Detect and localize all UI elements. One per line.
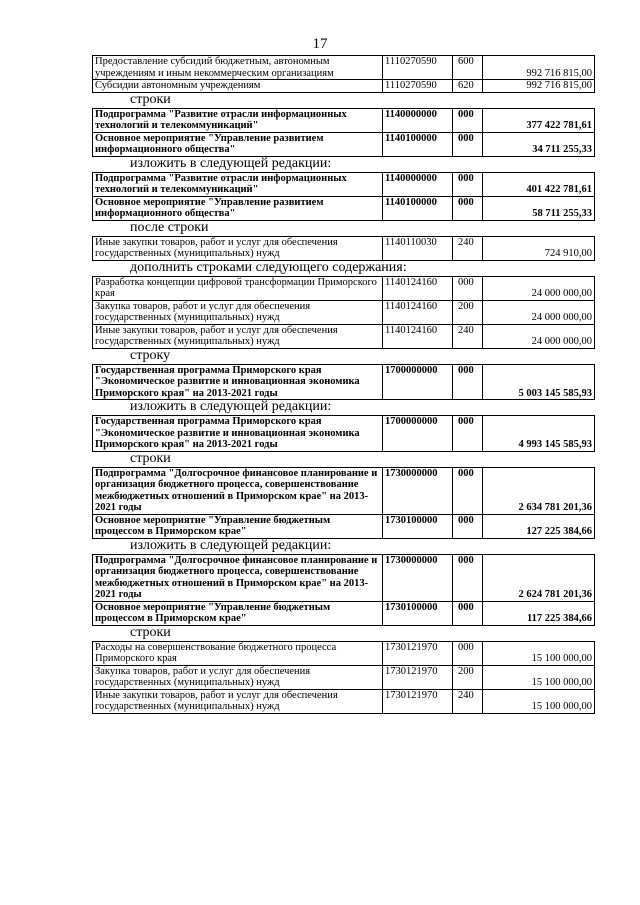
row-amount: 34 711 255,33 bbox=[483, 132, 595, 156]
table-row bbox=[93, 689, 595, 713]
row-expense-type: 000 bbox=[453, 641, 483, 665]
table-row bbox=[93, 514, 595, 538]
table-row bbox=[93, 132, 595, 156]
row-code: 1700000000 bbox=[383, 364, 453, 400]
row-amount: 24 000 000,00 bbox=[483, 276, 595, 300]
row-amount: 15 100 000,00 bbox=[483, 665, 595, 689]
row-expense-type: 000 bbox=[453, 467, 483, 514]
row-amount: 5 003 145 585,93 bbox=[483, 364, 595, 400]
row-name: Предоставление субсидий бюджетным, автономным учреждениям и иным некоммерческим организациям bbox=[93, 56, 383, 80]
row-expense-type: 240 bbox=[453, 324, 483, 348]
row-expense-type: 240 bbox=[453, 689, 483, 713]
row-amount: 724 910,00 bbox=[483, 236, 595, 260]
table-row bbox=[93, 196, 595, 220]
row-expense-type: 240 bbox=[453, 236, 483, 260]
row-expense-type: 200 bbox=[453, 665, 483, 689]
row-code: 1700000000 bbox=[383, 416, 453, 452]
row-code: 1110270590 bbox=[383, 56, 453, 80]
row-amount: 401 422 781,61 bbox=[483, 172, 595, 196]
row-name: Субсидии автономным учреждениям bbox=[93, 80, 383, 93]
row-amount: 992 716 815,00 bbox=[483, 80, 595, 93]
row-name: Иные закупки товаров, работ и услуг для обеспечения государственных (муниципальных) нужд bbox=[93, 689, 383, 713]
row-code: 1730100000 bbox=[383, 601, 453, 625]
amendment-instruction: изложить в следующей редакции: bbox=[130, 155, 332, 171]
budget-table bbox=[92, 415, 595, 452]
row-code: 1730000000 bbox=[383, 467, 453, 514]
row-expense-type: 000 bbox=[453, 364, 483, 400]
row-name: Иные закупки товаров, работ и услуг для обеспечения государственных (муниципальных) нужд bbox=[93, 324, 383, 348]
amendment-instruction: строку bbox=[130, 347, 171, 363]
row-expense-type: 620 bbox=[453, 80, 483, 93]
table-row bbox=[93, 665, 595, 689]
row-amount: 4 993 145 585,93 bbox=[483, 416, 595, 452]
row-code: 1110270590 bbox=[383, 80, 453, 93]
row-code: 1730000000 bbox=[383, 554, 453, 601]
row-name: Иные закупки товаров, работ и услуг для обеспечения государственных (муниципальных) нужд bbox=[93, 236, 383, 260]
amendment-instruction: строки bbox=[130, 624, 171, 640]
row-expense-type: 000 bbox=[453, 172, 483, 196]
amendment-instruction: изложить в следующей редакции: bbox=[130, 537, 332, 553]
row-name: Основное мероприятие "Управление бюджетным процессом в Приморском крае" bbox=[93, 601, 383, 625]
amendment-instruction: дополнить строками следующего содержания: bbox=[130, 259, 407, 275]
row-code: 1140124160 bbox=[383, 276, 453, 300]
row-name: Государственная программа Приморского края "Экономическое развитие и инновационная экономика Приморского края" на 2013-2021 годы bbox=[93, 416, 383, 452]
row-amount: 24 000 000,00 bbox=[483, 324, 595, 348]
budget-table bbox=[92, 554, 595, 626]
row-code: 1140100000 bbox=[383, 196, 453, 220]
row-name: Подпрограмма "Развитие отрасли информационных технологий и телекоммуникаций" bbox=[93, 172, 383, 196]
row-amount: 992 716 815,00 bbox=[483, 56, 595, 80]
table-row bbox=[93, 108, 595, 132]
row-amount: 58 711 255,33 bbox=[483, 196, 595, 220]
table-row bbox=[93, 56, 595, 80]
row-name: Закупка товаров, работ и услуг для обеспечения государственных (муниципальных) нужд bbox=[93, 300, 383, 324]
row-name: Основное мероприятие "Управление бюджетным процессом в Приморском крае" bbox=[93, 514, 383, 538]
table-row bbox=[93, 300, 595, 324]
row-expense-type: 000 bbox=[453, 196, 483, 220]
table-row bbox=[93, 324, 595, 348]
table-row bbox=[93, 601, 595, 625]
row-amount: 15 100 000,00 bbox=[483, 689, 595, 713]
budget-table bbox=[92, 172, 595, 221]
row-code: 1140100000 bbox=[383, 132, 453, 156]
row-name: Основное мероприятие "Управление развитием информационного общества" bbox=[93, 132, 383, 156]
row-code: 1730100000 bbox=[383, 514, 453, 538]
budget-table bbox=[92, 236, 595, 261]
row-expense-type: 000 bbox=[453, 108, 483, 132]
budget-table bbox=[92, 55, 595, 93]
row-code: 1140000000 bbox=[383, 108, 453, 132]
budget-table bbox=[92, 276, 595, 349]
budget-table bbox=[92, 641, 595, 714]
row-name: Государственная программа Приморского края "Экономическое развитие и инновационная экономика Приморского края" на 2013-2021 годы bbox=[93, 364, 383, 400]
row-code: 1140124160 bbox=[383, 324, 453, 348]
row-expense-type: 000 bbox=[453, 554, 483, 601]
row-amount: 24 000 000,00 bbox=[483, 300, 595, 324]
row-code: 1730121970 bbox=[383, 689, 453, 713]
row-name: Подпрограмма "Долгосрочное финансовое планирование и организация бюджетного процесса, совершенствование межбюджетных отношений в Приморском крае" на 2013-2021 годы bbox=[93, 554, 383, 601]
table-row bbox=[93, 236, 595, 260]
table-row bbox=[93, 172, 595, 196]
amendment-instruction: после строки bbox=[130, 219, 209, 235]
row-amount: 127 225 384,66 bbox=[483, 514, 595, 538]
amendment-instruction: изложить в следующей редакции: bbox=[130, 399, 332, 414]
table-row bbox=[93, 641, 595, 665]
row-name: Разработка концепции цифровой трансформации Приморского края bbox=[93, 276, 383, 300]
row-expense-type: 000 bbox=[453, 514, 483, 538]
row-code: 1730121970 bbox=[383, 665, 453, 689]
budget-table bbox=[92, 467, 595, 539]
row-name: Расходы на совершенствование бюджетного процесса Приморского края bbox=[93, 641, 383, 665]
row-amount: 2 624 781 201,36 bbox=[483, 554, 595, 601]
row-name: Подпрограмма "Развитие отрасли информационных технологий и телекоммуникаций" bbox=[93, 108, 383, 132]
row-name: Подпрограмма "Долгосрочное финансовое планирование и организация бюджетного процесса, совершенствование межбюджетных отношений в Приморском крае" на 2013-2021 годы bbox=[93, 467, 383, 514]
row-code: 1140124160 bbox=[383, 300, 453, 324]
amendment-instruction: строки bbox=[130, 91, 171, 107]
row-code: 1730121970 bbox=[383, 641, 453, 665]
table-row bbox=[93, 467, 595, 514]
row-expense-type: 000 bbox=[453, 132, 483, 156]
table-row bbox=[93, 554, 595, 601]
table-row bbox=[93, 80, 595, 93]
amendment-instruction: строки bbox=[130, 450, 171, 466]
row-expense-type: 200 bbox=[453, 300, 483, 324]
row-expense-type: 600 bbox=[453, 56, 483, 80]
row-expense-type: 000 bbox=[453, 276, 483, 300]
row-code: 1140000000 bbox=[383, 172, 453, 196]
row-name: Закупка товаров, работ и услуг для обеспечения государственных (муниципальных) нужд bbox=[93, 665, 383, 689]
budget-table bbox=[92, 364, 595, 401]
row-name: Основное мероприятие "Управление развитием информационного общества" bbox=[93, 196, 383, 220]
row-amount: 117 225 384,66 bbox=[483, 601, 595, 625]
row-amount: 377 422 781,61 bbox=[483, 108, 595, 132]
table-row bbox=[93, 364, 595, 400]
row-amount: 2 634 781 201,36 bbox=[483, 467, 595, 514]
table-row bbox=[93, 416, 595, 452]
row-amount: 15 100 000,00 bbox=[483, 641, 595, 665]
document-body bbox=[92, 55, 594, 714]
table-row bbox=[93, 276, 595, 300]
page-number: 17 bbox=[312, 36, 328, 52]
row-expense-type: 000 bbox=[453, 601, 483, 625]
budget-table bbox=[92, 108, 595, 157]
row-expense-type: 000 bbox=[453, 416, 483, 452]
row-code: 1140110030 bbox=[383, 236, 453, 260]
